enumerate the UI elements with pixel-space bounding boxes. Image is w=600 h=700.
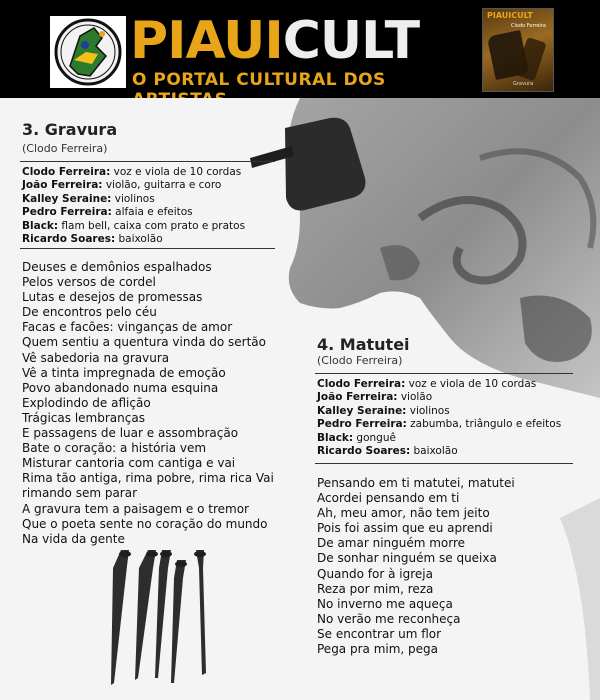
- credit-item: [22, 193, 245, 206]
- lyric-line: Vê a tinta impregnada de emoção: [22, 365, 226, 380]
- cover-title: Clodo Ferreira: [511, 23, 546, 29]
- musician-name: Black:: [22, 219, 59, 232]
- site-name-piaui: PIAUI: [130, 11, 283, 71]
- nail-shape: [196, 550, 206, 675]
- lyric-line: A gravura tem a paisagem e o tremor: [22, 501, 249, 516]
- divider: [20, 161, 275, 162]
- musician-role: violão: [397, 391, 433, 404]
- musician-name: Pedro Ferreira:: [317, 418, 407, 431]
- lyric-line: Se encontrar um flor: [317, 626, 442, 641]
- lyric-line: Reza por mim, reza: [317, 581, 434, 596]
- nails-illustration: [111, 550, 206, 685]
- nail-head-shape: [194, 551, 206, 557]
- lyric-line: Facas e facões: vinganças de amor: [22, 320, 233, 335]
- lyric-line: Ah, meu amor, não tem jeito: [317, 506, 490, 521]
- credit-item: [317, 445, 561, 458]
- site-name-cult: CULT: [282, 11, 420, 71]
- credits-list: [317, 378, 561, 458]
- lyric-line: Povo abandonado numa esquina: [22, 380, 219, 395]
- credits-list: [22, 166, 245, 246]
- album-cover-thumbnail[interactable]: [482, 8, 554, 92]
- lyric-line: Na vida da gente: [22, 531, 125, 546]
- lyric-line: Pensando em ti matutei, matutei: [317, 476, 515, 490]
- lyric-line: Pois foi assim que eu aprendi: [317, 521, 493, 536]
- credit-item: [317, 405, 561, 418]
- nail-shape: [135, 550, 156, 680]
- lyric-line: Deuses e demônios espalhados: [22, 260, 212, 274]
- lyric-line: rimando sem parar: [22, 486, 138, 501]
- credit-item: [22, 220, 245, 233]
- lyric-line: Quem sentiu a quentura vinda do sertão: [22, 335, 266, 350]
- nail-shape: [155, 550, 171, 678]
- musician-name: Black:: [317, 431, 354, 444]
- nail-head-shape: [175, 561, 187, 567]
- musician-role: voz e viola de 10 cordas: [110, 166, 242, 178]
- musician-role: baixolão: [115, 233, 163, 246]
- lyric-line: De encontros pelo céu: [22, 305, 157, 320]
- musician-name: Clodo Ferreira:: [22, 166, 111, 178]
- divider: [315, 373, 573, 374]
- lyric-line: Pelos versos de cordel: [22, 275, 156, 290]
- musician-name: Kalley Seraine:: [22, 192, 112, 205]
- musician-role: baixolão: [410, 445, 458, 458]
- lyric-line: E passagens de luar e assombração: [22, 426, 239, 441]
- credit-item: [317, 391, 561, 404]
- nail-head-shape: [146, 551, 158, 557]
- site-name: [130, 10, 419, 72]
- cover-logo: PIAUICULT: [487, 11, 533, 20]
- lyric-line: De sonhar ninguém se queixa: [317, 551, 497, 566]
- song-composer: (Clodo Ferreira): [22, 142, 108, 155]
- lyrics: [22, 260, 274, 547]
- page-shadow-shape: [560, 498, 600, 700]
- lyric-line: Rima tão antiga, rima pobre, rima rica Vai: [22, 471, 274, 486]
- musician-role: voz e viola de 10 cordas: [405, 378, 537, 390]
- musician-name: Kalley Seraine:: [317, 404, 407, 417]
- credit-item: [22, 206, 245, 219]
- lyric-line: Trágicas lembranças: [22, 410, 145, 425]
- musician-role: flam bell, caixa com prato e pratos: [58, 219, 246, 232]
- cover-footer: Gravura: [513, 81, 534, 87]
- site-tagline: O PORTAL CULTURAL DOS: [132, 70, 386, 90]
- credit-item: [317, 378, 561, 391]
- musician-role: gonguê: [353, 431, 396, 444]
- credit-item: [317, 432, 561, 445]
- lyric-line: Vê sabedoria na gravura: [22, 350, 170, 365]
- lyric-line: No inverno me aqueça: [317, 596, 453, 611]
- lyric-line: Que o poeta sente no coração do mundo: [22, 516, 268, 531]
- musician-name: João Ferreira:: [22, 179, 103, 192]
- site-logo[interactable]: [130, 10, 450, 90]
- credit-item: [22, 166, 245, 179]
- lyric-line: Lutas e desejos de promessas: [22, 290, 203, 305]
- lyric-line: Pega pra mim, pega: [317, 642, 439, 657]
- musician-name: João Ferreira:: [317, 391, 398, 404]
- lyric-line: Misturar cantoria com cantiga e vai: [22, 456, 236, 471]
- lyric-line: De amar ninguém morre: [317, 536, 466, 551]
- song-title: 4. Matutei: [317, 335, 410, 354]
- musician-role: alfaia e efeitos: [111, 206, 193, 219]
- piaui-map-emblem-icon[interactable]: [50, 16, 126, 88]
- lyric-line: Explodindo de aflição: [22, 395, 151, 410]
- nail-head-shape: [160, 551, 172, 557]
- booklet-page: [0, 98, 600, 700]
- site-header: [0, 0, 600, 98]
- nail-shape: [171, 560, 186, 683]
- credit-item: [22, 233, 245, 246]
- lyric-line: Acordei pensando em ti: [317, 491, 460, 506]
- musician-name: Ricardo Soares:: [22, 233, 116, 246]
- musician-name: Pedro Ferreira:: [22, 206, 112, 219]
- divider: [315, 463, 573, 464]
- lyric-line: Quando for à igreja: [317, 566, 433, 581]
- musician-name: Clodo Ferreira:: [317, 378, 406, 390]
- musician-role: zabumba, triângulo e efeitos: [406, 418, 562, 431]
- musician-name: Ricardo Soares:: [317, 445, 411, 458]
- song-composer: (Clodo Ferreira): [317, 354, 403, 367]
- song-title: 3. Gravura: [22, 120, 118, 139]
- divider: [20, 248, 275, 249]
- musician-role: violão, guitarra e coro: [102, 179, 222, 192]
- lyrics: [317, 476, 515, 657]
- musician-role: violinos: [406, 404, 450, 417]
- lyric-line: No verão me reconheça: [317, 611, 461, 626]
- nail-head-shape: [119, 551, 131, 557]
- nail-shape: [111, 550, 129, 685]
- musician-role: violinos: [111, 192, 155, 205]
- credit-item: [317, 418, 561, 431]
- lyric-line: Bate o coração: a história vem: [22, 441, 207, 456]
- credit-item: [22, 179, 245, 192]
